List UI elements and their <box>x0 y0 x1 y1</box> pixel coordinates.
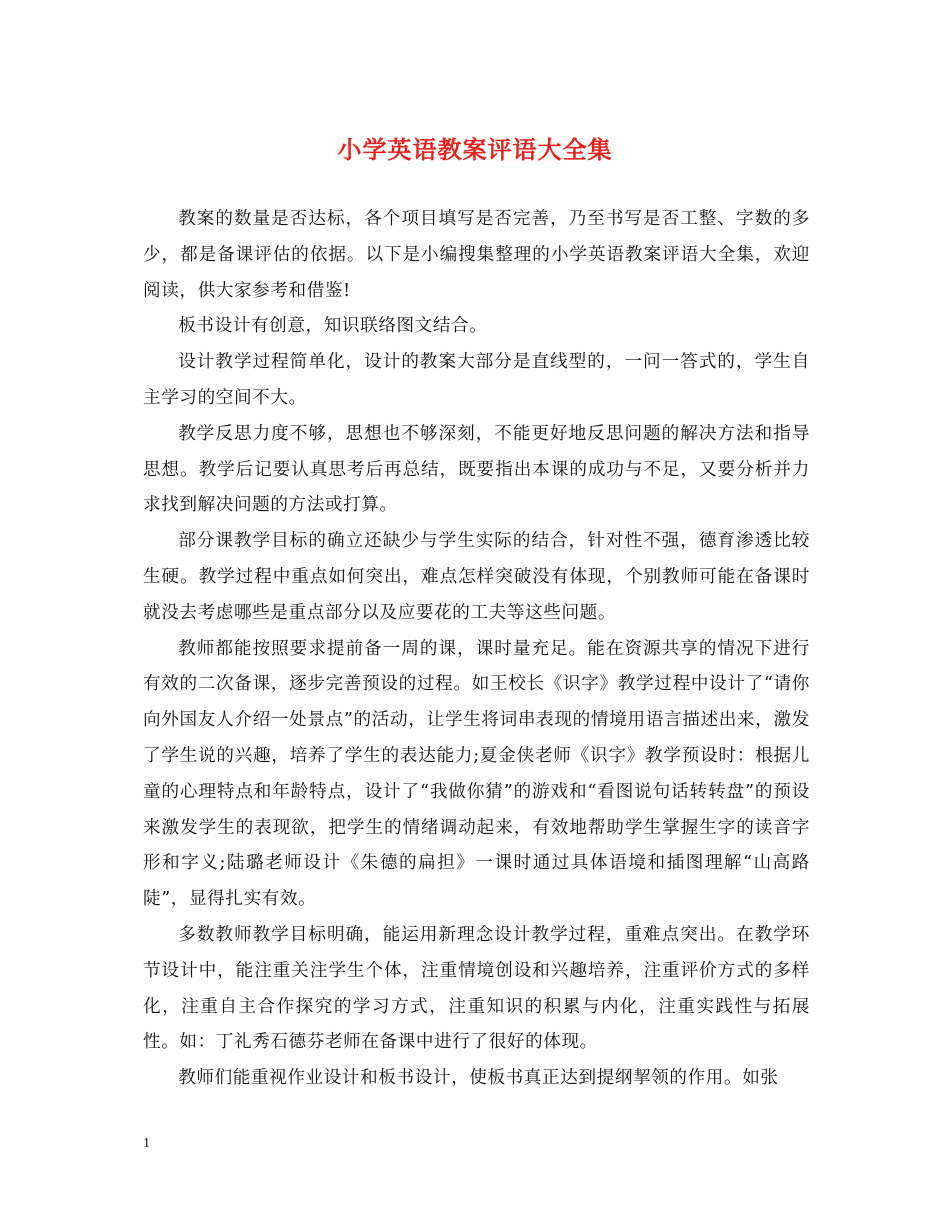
paragraph: 教学反思力度不够，思想也不够深刻，不能更好地反思问题的解决方法和指导思想。教学后记要认真思考后再总结，既要指出本课的成功与不足，又要分析并力求找到解决问题的方法或打算。 <box>143 423 810 516</box>
page-number: 1 <box>143 1136 150 1151</box>
paragraph: 教师们能重视作业设计和板书设计，使板书真正达到提纲挈领的作用。如张 <box>178 1068 779 1089</box>
document-title: 小学英语教案评语大全集 <box>337 135 613 164</box>
paragraph: 教案的数量是否达标，各个项目填写是否完善，乃至书写是否工整、字数的多少，都是备课评估的依据。以下是小编搜集整理的小学英语教案评语大全集，欢迎阅读，供大家参考和借鉴! <box>143 209 810 301</box>
paragraph: 设计教学过程简单化，设计的教案大部分是直线型的，一问一答式的，学生自主学习的空间不大。 <box>143 352 810 408</box>
paragraph: 多数教师教学目标明确，能运用新理念设计教学过程，重难点突出。在教学环节设计中，能注重关注学生个体，注重情境创设和兴趣培养，注重评价方式的多样化，注重自主合作探究的学习方式，注重知识的积累与内化，注重实践性与拓展性。如：丁礼秀石德芬老师在备课中进行了很好的体现。 <box>143 924 810 1053</box>
paragraph: 部分课教学目标的确立还缺少与学生实际的结合，针对性不强，德育渗透比较生硬。教学过程中重点如何突出，难点怎样突破没有体现，个别教师可能在备课时就没去考虑哪些是重点部分以及应要花的工夫等这些问题。 <box>143 531 810 623</box>
paragraph: 教师都能按照要求提前备一周的课，课时量充足。能在资源共享的情况下进行有效的二次备课，逐步完善预设的过程。如王校长《识字》教学过程中设计了“请你向外国友人介绍一处景点”的活动，让学生将词串表现的情境用语言描述出来，激发了学生说的兴趣，培养了学生的表达能力;夏金侠老师《识字》教学预设时：根据儿童的心理特点和年龄特点，设计了“我做你猜”的游戏和“看图说句话转转盘”的预设来激发学生的表现欲，把学生的情绪调动起来，有效地帮助学生掌握生字的读音字形和字义;陆璐老师设计《朱德的扁担》一课时通过具体语境和插图理解“山高路陡”，显得扎实有效。 <box>143 638 810 910</box>
document-body <box>143 202 810 1097</box>
paragraph: 板书设计有创意，知识联络图文结合。 <box>178 316 488 337</box>
